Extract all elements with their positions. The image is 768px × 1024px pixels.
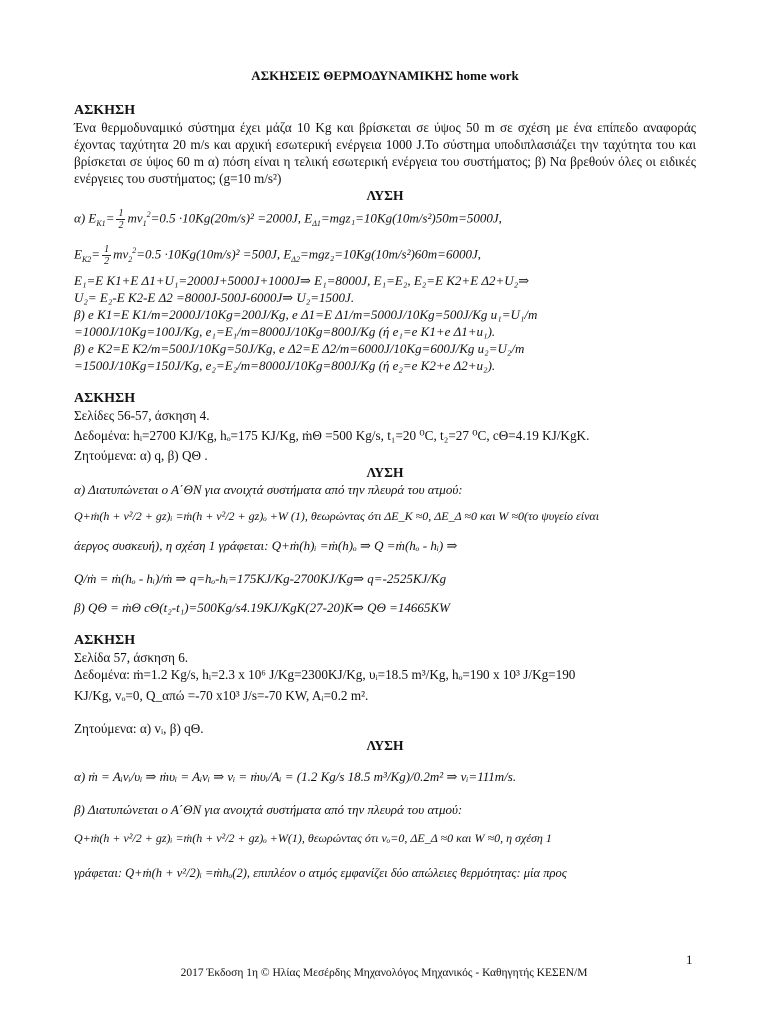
exercise-2-pages: Σελίδες 56-57, άσκηση 4.: [74, 407, 210, 423]
exercise-3-given-1: Δεδομένα: ṁ=1.2 Kg/s, hᵢ=2.3 x 10⁶ J/Kg=2300KJ/Kg, υᵢ=18.5 m³/Kg, hₒ=190 x 10³ J/Kg=190: [74, 666, 576, 682]
ex3-line-3: Q+ṁ(h + v²/2 + gz)ᵢ =ṁ(h + v²/2 + gz)ₒ +W(1), θεωρώντας ότι vₒ=0, ΔE_Δ ≈0 και W ≈0, η σχέση 1: [74, 830, 552, 845]
page-footer: 2017 Έκδοση 1η © Ηλίας Μεσέρδης Μηχανολόγος Μηχανικός - Καθηγητής ΚΕΣΕΝ/Μ: [180, 967, 588, 979]
ex1-line-k2-text: =0.5 ·10Kg(10m/s)² =500J, E: [136, 246, 292, 262]
ex1-line-3: E₁=E K1+E Δ1+U₁=2000J+5000J+1000J⇒ E₁=8000J, E₁=E₂, E₂=E K2+E Δ2+U₂⇒: [74, 272, 530, 288]
ex2-line-5: β) QΘ = ṁΘ cΘ(t₂-t₁)=500Kg/s4.19KJ/KgK(27-20)K⇒ QΘ =14665KW: [74, 599, 450, 615]
ex1-line-a-prefix: α) E: [74, 210, 97, 226]
ex2-line-3: άεργος συσκευή), η σχέση 1 γράφεται: Q+ṁ(h)ᵢ =ṁ(h)ₒ ⇒ Q =ṁ(hₒ - hᵢ) ⇒: [74, 537, 458, 553]
page-number: 1: [686, 952, 693, 967]
exercise-3-pages: Σελίδα 57, άσκηση 6.: [74, 649, 189, 665]
ex1-line-k2: $E_{K2}=$ $\frac{1}{2}$ $mv_2^2=0.5 \cdot 10Kg(10m/s)^2 =500J$, $E_{\Delta 2}=mgz_2=10Kg(10m/s^2)60m=6000J$,: [74, 243, 481, 267]
ex1-line-k2-end: =mgz₂=10Kg(10m/s²)60m=6000J,: [300, 246, 481, 262]
exercise-1-statement: Ένα θερμοδυναμικό σύστημα έχει μάζα 10 Kg και βρίσκεται σε ύψος 50 m σε σχέση με ένα επίπεδο αναφοράς έχοντας ταχύτητα 20 m/s και αρχική εσωτερική ενέργεια 1000 J.Το σύστημα υποδιπλασιάζει την ταχύτητα του και βρίσκεται σε ύψος 60 m α) πόση είναι η τελική εσωτερική ενέργεια του συστήματος; β) Να βρεθούν όλες οι ειδικές ενέργειες του συστήματος; (g=10 m/s²): [74, 120, 696, 186]
exercise-1-solution-heading: ΛΥΣΗ: [366, 188, 404, 203]
exercise-3-given-2: KJ/Kg, vₒ=0, Q_απώ =-70 x10³ J/s=-70 KW, Aᵢ=0.2 m².: [74, 687, 369, 703]
ex2-line-4: Q/ṁ = ṁ(hₒ - hᵢ)/ṁ ⇒ q=hₒ-hᵢ=175KJ/Kg-2700KJ/Kg⇒ q=-2525KJ/Kg: [74, 570, 447, 586]
ex1-line-5: β) e K1=E K1/m=2000J/10Kg=200J/Kg, e Δ1=E Δ1/m=5000J/10Kg=500J/Kg u₁=U₁/m: [74, 306, 538, 322]
ex1-line-6: =1000J/10Kg=100J/Kg, e₁=E₁/m=8000J/10Kg=800J/Kg (ή e₁=e K1+e Δ1+u₁).: [74, 323, 496, 339]
one-half-fraction-2: $\frac{1}{2}$: [104, 243, 110, 267]
exercise-1-heading: ΑΣΚΗΣΗ: [74, 103, 136, 118]
ex2-line-1: α) Διατυπώνεται ο Α΄ΘΝ για ανοιχτά συστήματα από την πλευρά του ατμού:: [74, 481, 463, 497]
document-title: ΑΣΚΗΣΕΙΣ ΘΕΡΜΟΔΥΝΑΜΙΚΗΣ home work: [251, 68, 519, 83]
ex1-line-7: β) e K2=E K2/m=500J/10Kg=50J/Kg, e Δ2=E Δ2/m=6000J/10Kg=600J/Kg u₂=U₂/m: [74, 340, 525, 356]
ex3-line-4: γράφεται: Q+ṁ(h + v²/2)ᵢ =ṁhₒ(2), επιπλέον ο ατμός εμφανίζει δύο απώλειες θερμότητας: μία προς: [74, 865, 567, 880]
document-page: [74, 68, 696, 882]
ex1-line-8: =1500J/10Kg=150J/Kg, e₂=E₂/m=8000J/10Kg=800J/Kg (ή e₂=e K2+e Δ2+u₂).: [74, 357, 496, 373]
exercise-2-given: Δεδομένα: hᵢ=2700 KJ/Kg, hₒ=175 KJ/Kg, ṁΘ =500 Kg/s, t₁=20 ⁰C, t₂=27 ⁰C, cΘ=4.19 KJ/KgK.: [74, 427, 590, 443]
exercise-2-heading: ΑΣΚΗΣΗ: [74, 390, 136, 406]
ex1-line-4: U₂= E₂-E K2-E Δ2 =8000J-500J-6000J⇒ U₂=1500J.: [74, 289, 355, 305]
exercise-3-wanted: Ζητούμενα: α) vᵢ, β) qΘ.: [74, 720, 204, 736]
ex2-line-2: Q+ṁ(h + v²/2 + gz)ᵢ =ṁ(h + v²/2 + gz)ₒ +W (1), θεωρώντας ότι ΔE_K ≈0, ΔE_Δ ≈0 και W ≈0(το ψυγείο είναι: [74, 508, 600, 523]
exercise-3-heading: ΑΣΚΗΣΗ: [74, 632, 136, 648]
exercise-2-wanted: Ζητούμενα: α) q, β) QΘ .: [74, 447, 208, 463]
ex3-line-1: α) ṁ = Aᵢvᵢ/υᵢ ⇒ ṁυᵢ = Aᵢvᵢ ⇒ vᵢ = ṁυᵢ/Aᵢ = (1.2 Kg/s 18.5 m³/Kg)/0.2m² ⇒ vᵢ=111m/s.: [74, 768, 517, 784]
ex3-line-2: β) Διατυπώνεται ο Α΄ΘΝ για ανοιχτά συστήματα από την πλευρά του ατμού:: [74, 801, 463, 817]
exercise-3-solution-heading: ΛΥΣΗ: [366, 737, 404, 753]
ex1-line-a: α) $E_{K1}=$ $\frac{1}{2}$ $mv_1^2=0.5 \cdot 10Kg(20m/s)^2 =2000J$, $E_{\Delta 1}=mgz_1=10Kg(10m/s^2)50m=5000J$,: [74, 207, 502, 231]
ex1-line-a-end: =mgz₁=10Kg(10m/s²)50m=5000J,: [320, 210, 502, 226]
exercise-2-solution-heading: ΛΥΣΗ: [366, 464, 404, 480]
ex1-line-a-rest: =0.5 ·10Kg(20m/s)² =2000J, E: [150, 210, 313, 226]
one-half-fraction: $\frac{1}{2}$: [118, 207, 124, 231]
